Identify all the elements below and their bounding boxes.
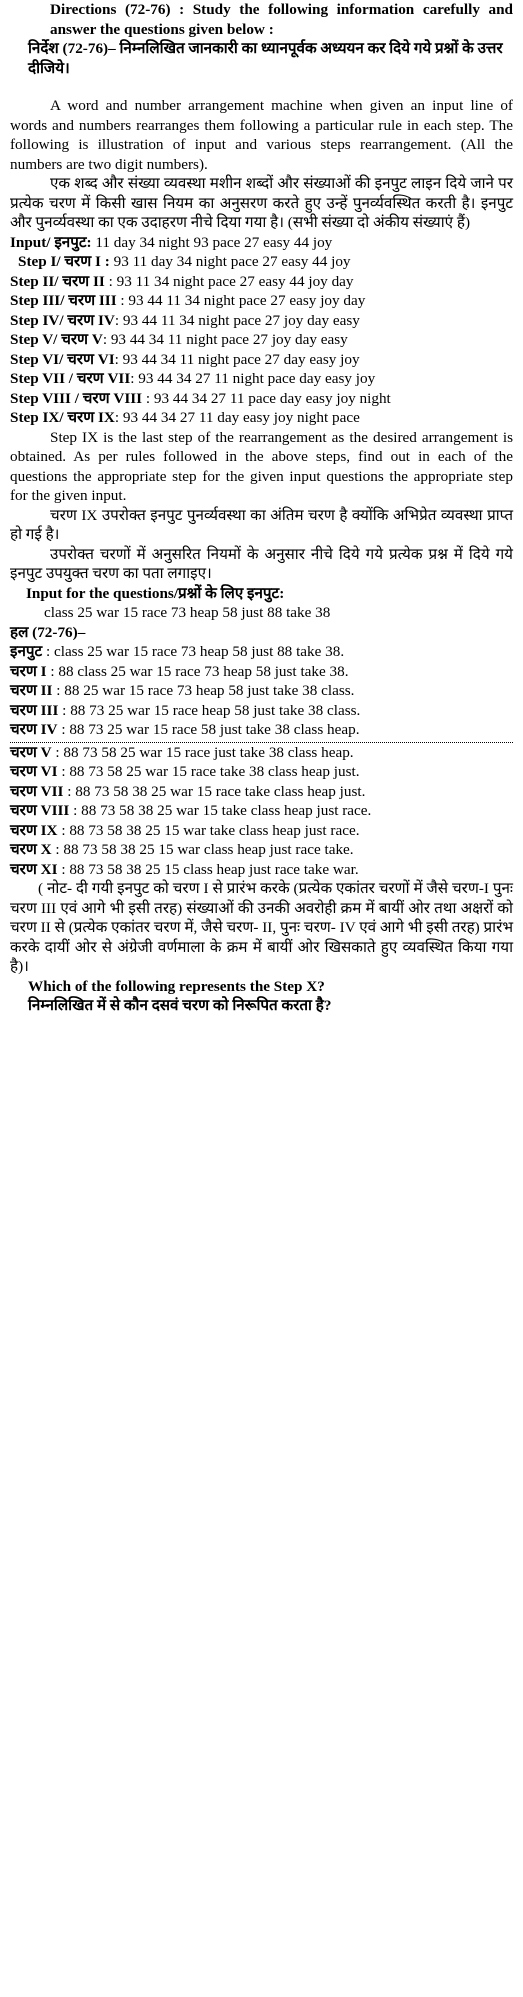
- solution-step-line: चरण IV : 88 73 25 war 15 race 58 just take 38 class heap.: [10, 721, 360, 738]
- question-english: Which of the following represents the Step X?: [28, 977, 325, 995]
- solution-step-line: चरण V : 88 73 58 25 war 15 race just take 38 class heap.: [10, 743, 354, 761]
- example-input-line: Input/ इनपुट: 11 day 34 night 93 pace 27 easy 44 joy: [10, 233, 333, 251]
- solution-step-line: चरण II : 88 25 war 15 race 73 heap 58 just take 38 class.: [10, 682, 355, 699]
- example-step-line: Step II/ चरण II : 93 11 34 night pace 27 easy 44 joy day: [10, 272, 354, 290]
- solution-step-line: इनपुट : class 25 war 15 race 73 heap 58 just 88 take 38.: [10, 643, 345, 660]
- example-step-line: Step VI/ चरण VI: 93 44 34 11 night pace 27 day easy joy: [10, 350, 360, 368]
- example-step-line: Step III/ चरण III : 93 44 11 34 night pace 27 easy joy day: [10, 292, 366, 309]
- solution-label: हल (72-76)–: [10, 623, 86, 641]
- solution-step-line: चरण III : 88 73 25 war 15 race heap 58 just take 38 class.: [10, 701, 361, 719]
- solution-step-line: चरण XI : 88 73 58 38 25 15 class heap just race take war.: [10, 860, 359, 878]
- rules-note-hindi: उपरोक्त चरणों में अनुसरित नियमों के अनुसार नीचे दिये गये प्रत्येक प्रश्न में दिये गये इनपुट उपयुक्त चरण का पता लगाइए।: [10, 545, 513, 582]
- example-steps: [10, 233, 513, 428]
- solution-step-line: चरण X : 88 73 58 38 25 15 war class heap just race take.: [10, 841, 354, 858]
- directions-english: Directions (72-76) : Study the following information carefully and answer the questions given below :: [50, 1, 513, 38]
- step9-note-english: Step IX is the last step of the rearrangement as the desired arrangement is obtained. As per rules followed in the above steps, find out in each of the questions the appropriate step for the given input questions the appropriate step for the given input.: [10, 428, 513, 504]
- example-step-line: Step VII / चरण VII: 93 44 34 27 11 night pace day easy joy: [10, 370, 376, 387]
- intro-english: A word and number arrangement machine when given an input line of words and numbers rearranges them following a particular rule in each step. The following is illustration of input and various steps rearrangement. (All the numbers are two digit numbers).: [10, 97, 513, 173]
- example-step-line: Step IX/ चरण IX: 93 44 34 27 11 day easy joy night pace: [10, 409, 360, 426]
- step9-note-hindi: चरण IX उपरोक्त इनपुट पुनर्व्यवस्था का अंतिम चरण है क्योंकि अभिप्रेत व्यवस्था प्राप्त हो गई है।: [10, 506, 513, 543]
- note-hindi: ( नोट- दी गयी इनपुट को चरण I से प्रारंभ करके (प्रत्येक एकांतर चरणों में जैसे चरण-I पुनः चरण III एवं आगे भी इसी तरह) संख्याओं की उनकी अवरोही क्रम में बायीं ओर तथा अक्षरों को चरण II से (प्रत्येक एकांतर चरण में, जैसे चरण- II, पुनः चरण- IV एवं आगे भी इसी तरह) प्रारंभ करके दायीं ओर से अंग्रेजी वर्णमाला के क्रम में बायीं ओर खिसकाते हुए व्यवस्थित किया गया है)।: [10, 880, 513, 975]
- solution-step-line: चरण IX : 88 73 58 38 25 15 war take class heap just race.: [10, 821, 360, 839]
- question-hindi: निम्नलिखित में से कौन दसवं चरण को निरूपित करता है?: [28, 997, 332, 1014]
- solution-steps-top: [10, 642, 513, 740]
- solution-step-line: चरण VII : 88 73 58 38 25 war 15 race take class heap just.: [10, 782, 366, 800]
- solution-step-line: चरण VIII : 88 73 58 38 25 war 15 take class heap just race.: [10, 802, 372, 819]
- example-step-line: Step VIII / चरण VIII : 93 44 34 27 11 pace day easy joy night: [10, 389, 391, 407]
- solution-step-line: चरण VI : 88 73 58 25 war 15 race take 38 class heap just.: [10, 763, 360, 780]
- example-step-line: Step V/ चरण V: 93 44 34 11 night pace 27 joy day easy: [10, 331, 348, 348]
- directions-hindi: निर्देश (72-76)– निम्नलिखित जानकारी का ध्यानपूर्वक अध्ययन कर दिये गये प्रश्नों के उत्तर दीजिये।: [28, 40, 503, 77]
- example-step-line: Step I/ चरण I : 93 11 day 34 night pace 27 easy 44 joy: [18, 253, 351, 270]
- question-input-label: Input for the questions/प्रश्नों के लिए इनपुट:: [26, 584, 285, 602]
- example-step-line: Step IV/ चरण IV: 93 44 11 34 night pace 27 joy day easy: [10, 311, 360, 329]
- intro-hindi: एक शब्द और संख्या व्यवस्था मशीन शब्दों और संख्याओं की इनपुट लाइन दिये जाने पर प्रत्येक चरण में किसी खास नियम का अनुसरण करते हुए उन्हें पुनर्व्यवस्थित करती है। इनपुट और पुनर्व्यवस्था का एक उदाहरण नीचे दिया गया है। (सभी संख्या दो अंकीय संख्याएं हैं): [10, 175, 513, 231]
- question-input: class 25 war 15 race 73 heap 58 just 88 take 38: [44, 604, 331, 621]
- solution-steps-bottom: [10, 743, 513, 880]
- solution-step-line: चरण I : 88 class 25 war 15 race 73 heap 58 just take 38.: [10, 662, 349, 680]
